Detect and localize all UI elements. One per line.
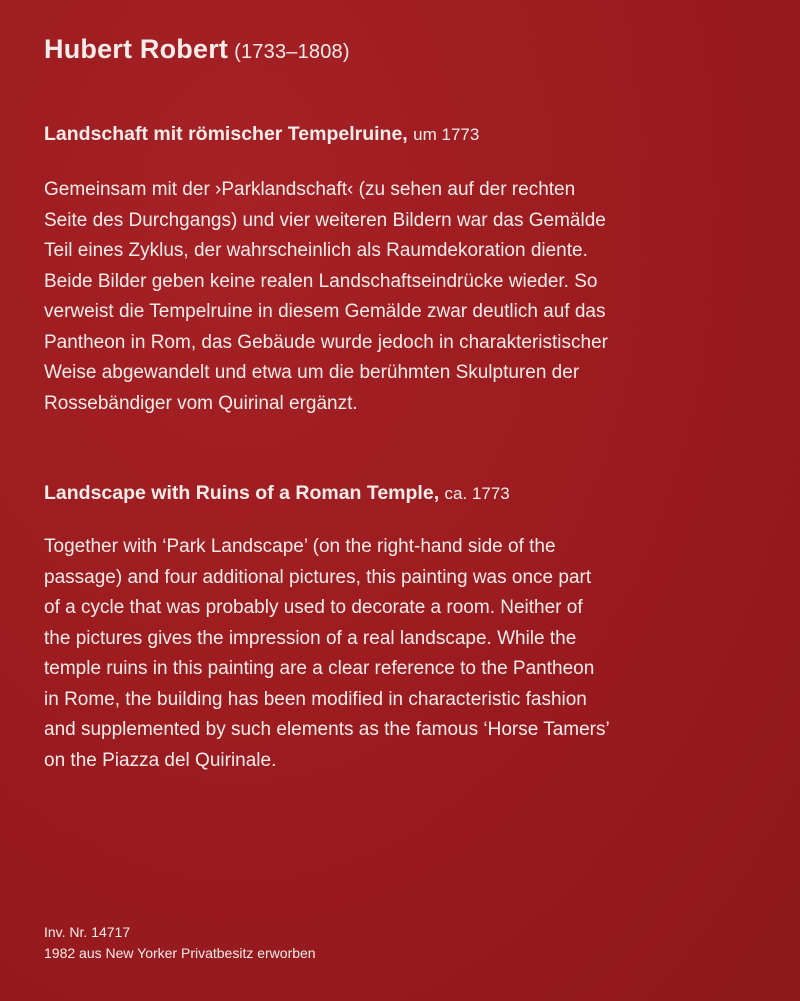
- english-line: Together with ‘Park Landscape’ (on the right-hand side of the: [44, 536, 556, 557]
- footer-credits: [44, 922, 316, 964]
- english-line: and supplemented by such elements as the famous ‘Horse Tamers’: [44, 719, 610, 740]
- english-line: on the Piazza del Quirinale.: [44, 749, 277, 771]
- artist-name: Hubert Robert: [44, 34, 229, 64]
- english-line: of a cycle that was probably used to decorate a room. Neither of: [44, 597, 583, 618]
- german-line: Teil eines Zyklus, der wahrscheinlich als Raumdekoration diente.: [44, 240, 588, 261]
- german-line: Weise abgewandelt und etwa um die berühmten Skulpturen der: [44, 362, 580, 383]
- english-title-text: Landscape with Ruins of a Roman Temple,: [44, 482, 440, 504]
- german-line: Seite des Durchgangs) und vier weiteren Bildern war das Gemälde: [44, 209, 606, 231]
- inventory-number: Inv. Nr. 14717: [44, 924, 131, 940]
- artist-heading: [44, 34, 350, 65]
- english-line: in Rome, the building has been modified in characteristic fashion: [44, 688, 587, 710]
- german-year: um 1773: [413, 125, 480, 144]
- german-line: verweist die Tempelruine in diesem Gemälde zwar deutlich auf das: [44, 301, 606, 322]
- english-line: passage) and four additional pictures, this painting was once part: [44, 566, 592, 588]
- artist-dates: (1733–1808): [234, 41, 350, 63]
- german-line: Rossebändiger vom Quirinal ergänzt.: [44, 392, 358, 414]
- english-line: temple ruins in this painting are a clear reference to the Pantheon: [44, 658, 595, 679]
- german-line: Pantheon in Rom, das Gebäude wurde jedoch in charakteristischer: [44, 331, 608, 353]
- english-description: [44, 532, 774, 776]
- provenance-note: 1982 aus New Yorker Privatbesitz erworben: [44, 945, 316, 961]
- german-line: Gemeinsam mit der ›Parklandschaft‹ (zu sehen auf der rechten: [44, 179, 576, 200]
- german-title: [44, 123, 479, 146]
- german-title-text: Landschaft mit römischer Tempelruine,: [44, 123, 408, 145]
- english-year: ca. 1773: [444, 484, 510, 503]
- german-description: [44, 175, 774, 419]
- german-line: Beide Bilder geben keine realen Landschaftseindrücke wieder. So: [44, 270, 598, 292]
- english-title: [44, 482, 510, 505]
- english-line: the pictures gives the impression of a real landscape. While the: [44, 627, 577, 649]
